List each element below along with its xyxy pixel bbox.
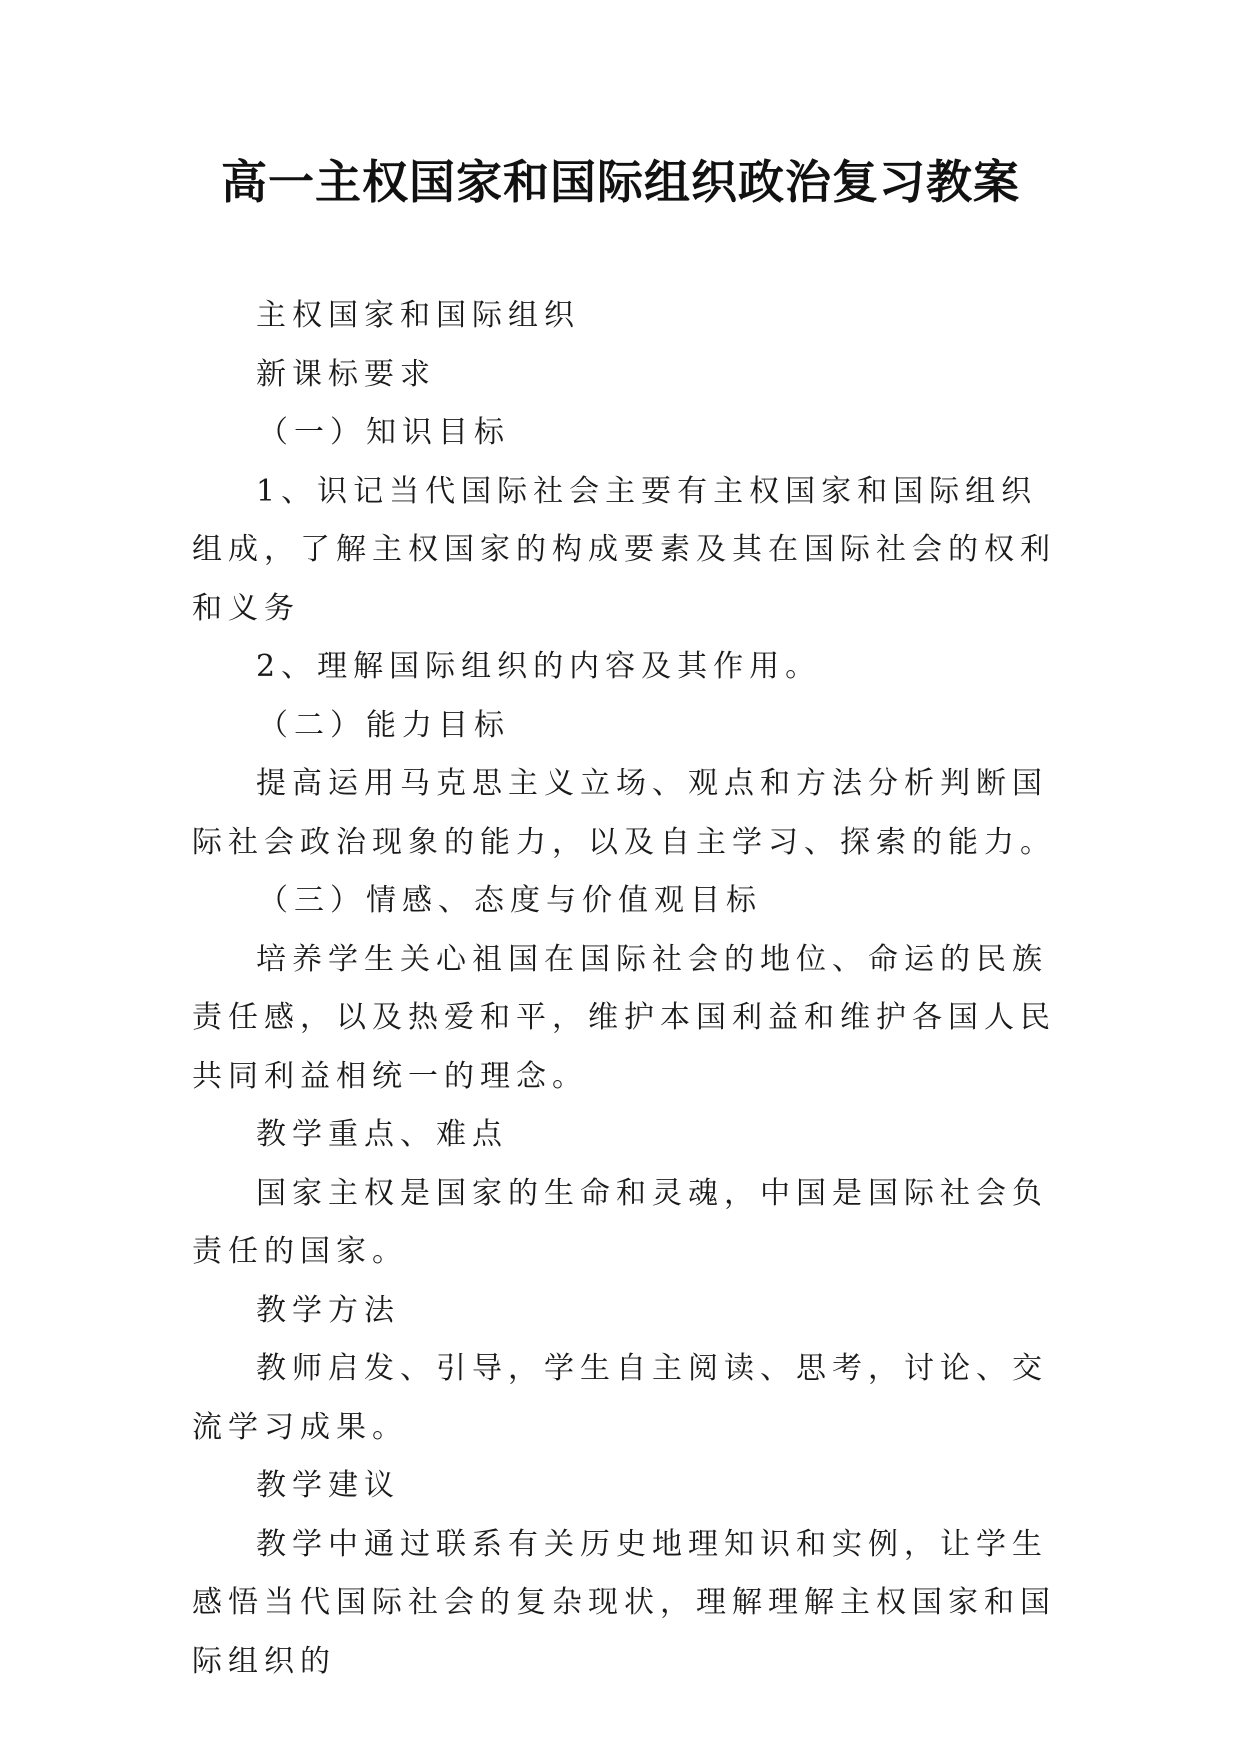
section-heading: 教学建议	[256, 1468, 400, 1503]
document-body	[192, 287, 1072, 1691]
paragraph: 国家主权是国家的生命和灵魂，中国是国际社会负责任的国家。	[192, 1175, 1048, 1269]
subsection-heading: （三）情感、态度与价值观目标	[258, 883, 762, 918]
paragraph: 教学中通过联系有关历史地理知识和实例，让学生感悟当代国际社会的复杂现状，理解理解主权国家和国际组织的	[192, 1526, 1056, 1679]
paragraph: 1、识记当代国际社会主要有主权国家和国际组织组成，了解主权国家的构成要素及其在国际社会的权利和义务	[192, 473, 1056, 626]
subsection-heading: （二）能力目标	[258, 707, 510, 743]
subsection-heading: （一）知识目标	[258, 415, 510, 450]
section-heading: 新课标要求	[256, 356, 436, 392]
document-title: 高一主权国家和国际组织政治复习教案	[221, 155, 1020, 209]
paragraph: 提高运用马克思主义立场、观点和方法分析判断国际社会政治现象的能力，以及自主学习、探索的能力。	[192, 766, 1056, 860]
paragraph: 教师启发、引导，学生自主阅读、思考，讨论、交流学习成果。	[192, 1351, 1048, 1445]
section-heading: 主权国家和国际组织	[256, 298, 580, 333]
section-heading: 教学重点、难点	[256, 1117, 508, 1152]
paragraph: 2、理解国际组织的内容及其作用。	[256, 649, 822, 684]
paragraph: 培养学生关心祖国在国际社会的地位、命运的民族责任感，以及热爱和平，维护本国利益和维护各国人民共同利益相统一的理念。	[192, 941, 1056, 1094]
section-heading: 教学方法	[256, 1292, 400, 1328]
